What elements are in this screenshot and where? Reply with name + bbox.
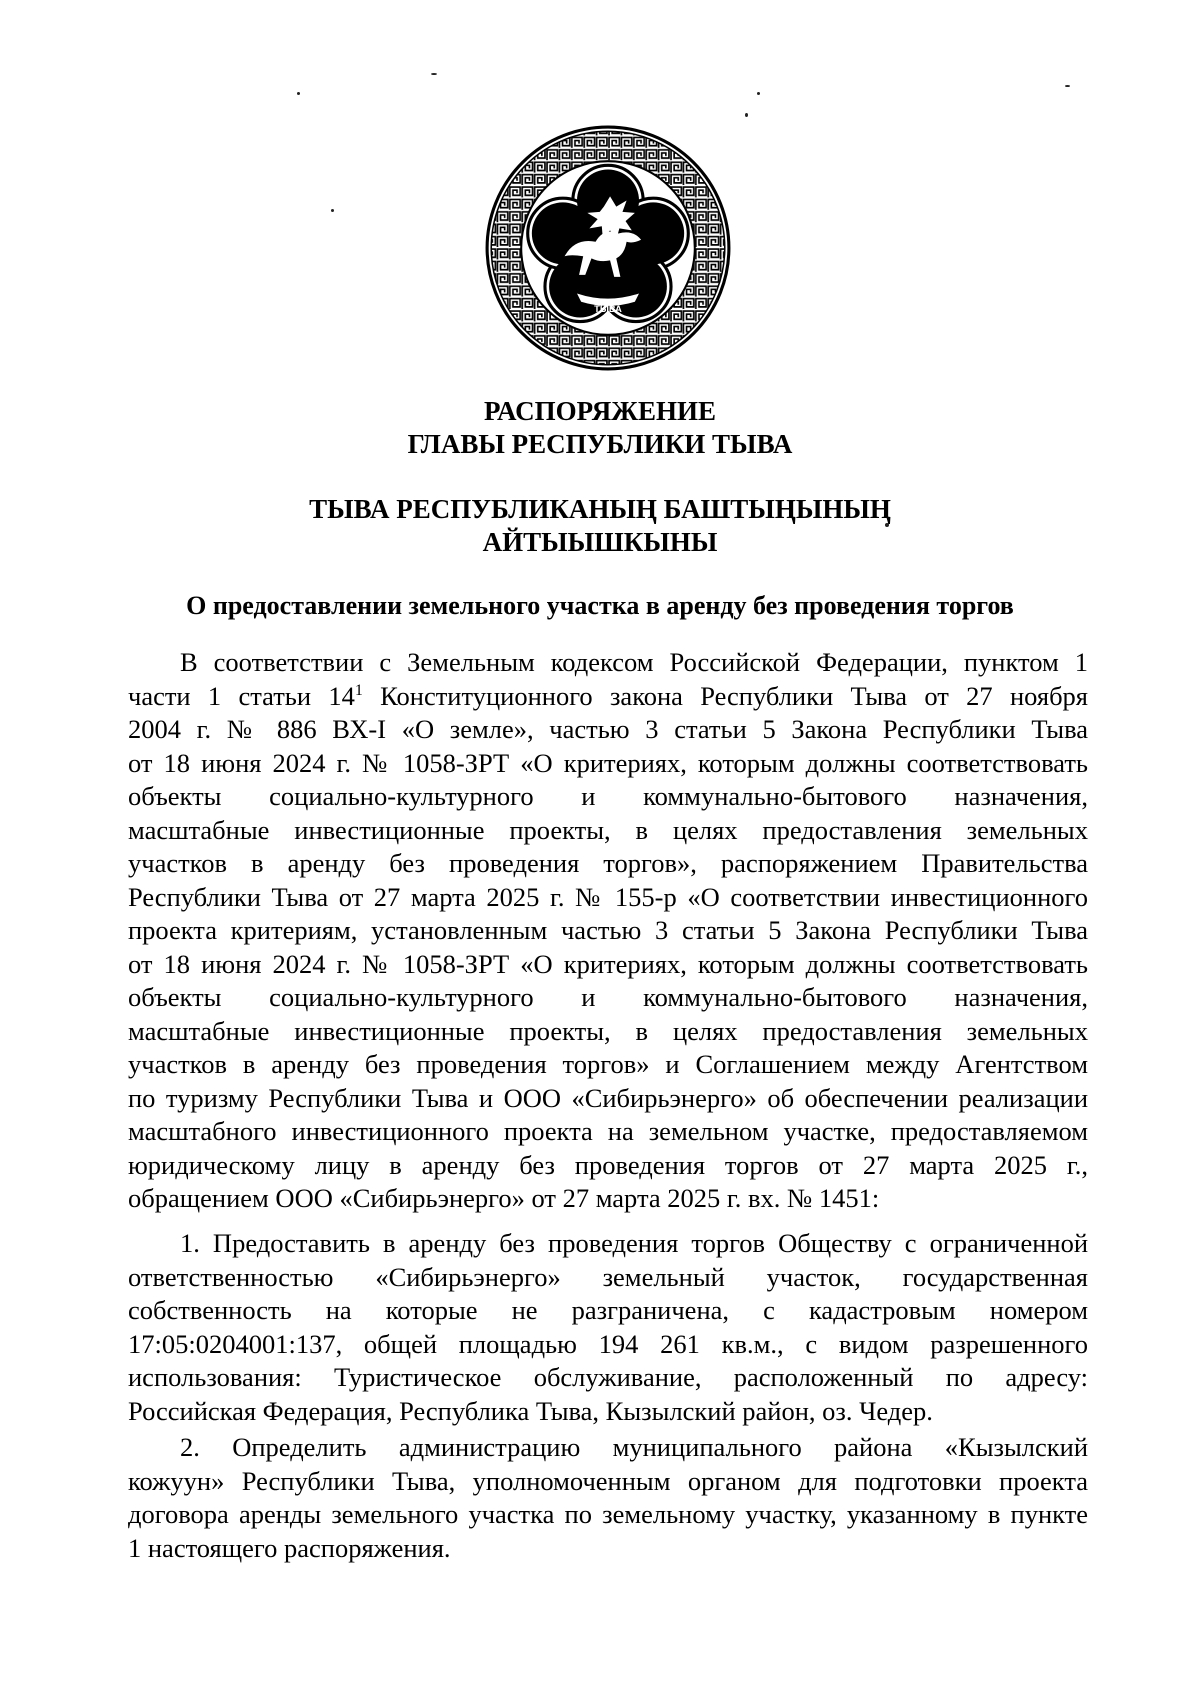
item-1-line: ответственностью «Сибирьэнерго» земельный участок, государственная <box>128 1261 1088 1292</box>
title-line-2: ГЛАВЫ РЕСПУБЛИКИ ТЫВА <box>407 429 793 459</box>
footnote-superscript: 1 <box>354 681 363 699</box>
preamble-line: масштабные инвестиционные проекты, в целях предоставления земельных <box>128 1015 1088 1046</box>
document-type-heading-tuvan <box>0 493 1200 559</box>
preamble-line: проекта критериям, установленным частью 3 статьи 5 Закона Республики Тыва <box>128 915 1088 945</box>
preamble-line: Республики Тыва от 27 марта 2025 г. № 155-р «О соответствии инвестиционного <box>128 881 1088 912</box>
item-2-line: 2. Определить администрацию муниципального района «Кызылский <box>180 1432 1088 1462</box>
preamble-line: масштабные инвестиционные проекты, в целях предоставления земельных <box>128 814 1088 845</box>
item-2-line: 1 настоящего распоряжения. <box>128 1532 451 1563</box>
item-1-line: собственность на которые не разграничена, с кадастровым номером <box>128 1295 1088 1325</box>
preamble-line: объекты социально-культурного и коммунально-бытового назначения, <box>128 781 1088 811</box>
preamble-line: масштабного инвестиционного проекта на земельном участке, предоставляемом <box>128 1116 1088 1146</box>
item-1-line: Российская Федерация, Республика Тыва, Кызылский район, оз. Чедер. <box>128 1395 933 1426</box>
preamble-line: юридическому лицу в аренду без проведения торгов от 27 марта 2025 г., <box>128 1149 1088 1180</box>
preamble-paragraph <box>128 646 1088 1216</box>
item-1-line: использования: Туристическое обслуживание, расположенный по адресу: <box>128 1362 1088 1392</box>
preamble-line: обращением ООО «Сибирьэнерго» от 27 марта 2025 г. вх. № 1451: <box>128 1183 880 1213</box>
title-tuvan-line-1: ТЫВА РЕСПУБЛИКАНЫҢ БАШТЫҢЫНЫҢ <box>309 494 891 524</box>
item-1-line: 17:05:0204001:137, общей площадью 194 261 кв.м., с видом разрешенного <box>128 1328 1088 1359</box>
preamble-line: участков в аренду без проведения торгов» и Соглашением между Агентством <box>128 1049 1088 1079</box>
emblem-label: ТЫВА <box>594 304 622 315</box>
document-subject: О предоставлении земельного участка в аренду без проведения торгов <box>186 591 1014 620</box>
preamble-line: от 18 июня 2024 г. № 1058-ЗРТ «О критериях, которым должны соответствовать <box>128 948 1088 979</box>
item-2-paragraph <box>128 1431 1088 1565</box>
preamble-line: участков в аренду без проведения торгов», распоряжением Правительства <box>128 848 1088 878</box>
republic-of-tuva-emblem-icon <box>484 124 732 372</box>
item-2-line: кожуун» Республики Тыва, уполномоченным органом для подготовки проекта <box>128 1465 1088 1496</box>
item-2-line: договора аренды земельного участка по земельному участку, указанному в пункте <box>128 1499 1088 1529</box>
document-type-heading <box>0 395 1200 461</box>
title-line-1: РАСПОРЯЖЕНИЕ <box>483 396 717 426</box>
preamble-line: В соответствии с Земельным кодексом Российской Федерации, пунктом 1 <box>180 647 1088 677</box>
preamble-line: от 18 июня 2024 г. № 1058-ЗРТ «О критериях, которым должны соответствовать <box>128 747 1088 778</box>
item-1-line: 1. Предоставить в аренду без проведения торгов Обществу с ограниченной <box>180 1228 1088 1258</box>
preamble-line: по туризму Республики Тыва и ООО «Сибирьэнерго» об обеспечении реализации <box>128 1082 1088 1113</box>
preamble-line: объекты социально-культурного и коммунально-бытового назначения, <box>128 982 1088 1012</box>
preamble-line: части 1 статьи $14^1$ Конституционного закона Республики Тыва от 27 ноября <box>128 680 1088 711</box>
item-1-paragraph <box>128 1227 1088 1428</box>
preamble-line: 2004 г. № 886 ВХ-I «О земле», частью 3 статьи 5 Закона Республики Тыва <box>128 714 1088 744</box>
title-tuvan-line-2: АЙТЫЫШКЫНЫ <box>482 527 718 557</box>
